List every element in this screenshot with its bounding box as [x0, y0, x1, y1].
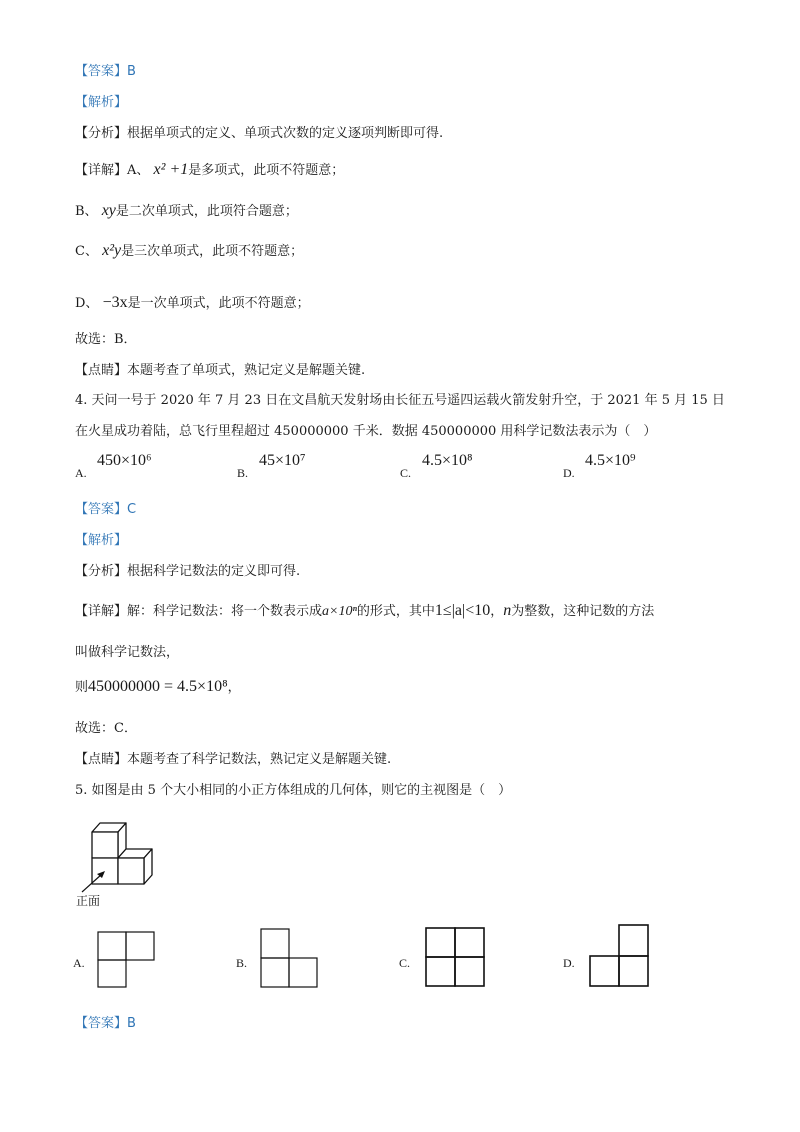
fenxi-tag: 【分析】 [75, 564, 128, 579]
q4-detail-line2 [75, 643, 179, 663]
detail-c-prefix: C、 [75, 244, 98, 259]
detail-c-math: x²y [102, 242, 122, 259]
detail-d-prefix: D、 [75, 296, 99, 311]
fenxi-tag: 【分析】 [75, 126, 128, 141]
q4-answer-line [75, 500, 136, 520]
detail-b-math: xy [101, 202, 116, 219]
detail-tag: 【详解】 [75, 163, 128, 178]
q4-fenxi-line [75, 562, 300, 582]
answer-value: C [127, 502, 137, 517]
analysis-tag: 【解析】 [75, 95, 128, 110]
q5-answer-line [75, 1014, 136, 1034]
front-label: 正面 [76, 894, 101, 908]
choose-text: 故选：B． [75, 332, 137, 347]
q4-option-c-label: C. [400, 466, 412, 480]
q5-option-d-label: D. [563, 956, 575, 970]
detail-text-4: 为整数，这种记数的方法 [511, 604, 655, 619]
detail-text-3: ， [490, 604, 504, 619]
detail-tag: 【详解】 [75, 604, 128, 619]
detail-math-1: a×10ⁿ [322, 604, 357, 619]
cube-solid-figure [76, 818, 166, 890]
detail-a-math: x² +1 [153, 161, 189, 178]
q5-option-c-figure [424, 926, 486, 988]
q4-option-d-label: D. [563, 466, 575, 480]
q4-then-line [75, 677, 241, 698]
q5-option-d-figure [588, 923, 650, 988]
q4-stem-2: 在火星成功着陆，总飞行里程超过 450000000 千米．数据 450000000 用科学记数法表示为（ ） [75, 424, 657, 439]
answer-tag: 【答案】 [75, 1016, 128, 1031]
q4-option-b-label: B. [237, 466, 249, 480]
q4-analysis-tag-line [75, 531, 127, 551]
q4-choose-line [75, 719, 137, 739]
q4-detail-line [75, 601, 654, 622]
detail-b-prefix: B、 [75, 204, 98, 219]
detail-d-math: −3x [102, 294, 128, 311]
fenxi-text: 根据单项式的定义、单项式次数的定义逐项判断即可得. [127, 126, 444, 141]
detail-line2: 叫做科学记数法， [75, 645, 180, 660]
q4-option-b-math: 45×10⁷ [259, 452, 306, 469]
detail-a-text: 是多项式，此项不符题意； [188, 163, 345, 178]
comment-tag: 【点睛】 [75, 752, 128, 767]
comment-text: 本题考查了单项式，熟记定义是解题关键. [127, 363, 366, 378]
cube-front-face [118, 858, 144, 884]
detail-a-prefix: A、 [127, 163, 150, 178]
q3-comment-line [75, 361, 365, 381]
q3-detail-c-line [75, 241, 303, 262]
q3-detail-d-line [75, 293, 310, 314]
q5-option-a-figure [96, 930, 156, 988]
then-math: 450000000 = 4.5×10⁸ [88, 678, 228, 695]
answer-value: B [127, 1016, 136, 1031]
q5-option-a-label: A. [73, 956, 85, 970]
detail-b-text: 是二次单项式，此项符合题意； [115, 204, 298, 219]
q4-option-a-math: 450×10⁶ [97, 452, 152, 469]
q3-choose-line [75, 330, 137, 350]
q4-comment-line [75, 750, 391, 770]
fenxi-text: 根据科学记数法的定义即可得. [127, 564, 301, 579]
q5-option-b-figure [259, 927, 319, 988]
comment-tag: 【点睛】 [75, 363, 128, 378]
choose-text: 故选：C． [75, 721, 137, 736]
q3-fenxi-line [75, 124, 443, 144]
then-suffix: ， [227, 680, 241, 695]
q5-option-c-label: C. [399, 956, 411, 970]
q4-option-a-label: A. [75, 466, 87, 480]
q5-stem: 5. 如图是由 5 个大小相同的小正方体组成的几何体，则它的主视图是（ ） [75, 783, 512, 798]
q3-answer-line [75, 62, 136, 82]
detail-math-2: 1≤|a|<10 [434, 602, 491, 619]
q4-option-d-math: 4.5×10⁹ [585, 452, 636, 469]
q3-detail-b-line [75, 201, 298, 222]
q5-stem-line [75, 781, 511, 801]
q5-option-b-label: B. [236, 956, 248, 970]
detail-text-1: 解：科学记数法：将一个数表示成 [127, 604, 323, 619]
detail-d-text: 是一次单项式，此项不符题意； [127, 296, 310, 311]
q4-stem-line1 [75, 391, 725, 411]
q3-analysis-tag-line [75, 93, 127, 113]
answer-tag: 【答案】 [75, 64, 128, 79]
then-prefix: 则 [75, 680, 89, 695]
detail-text-2: 的形式，其中 [356, 604, 435, 619]
q3-detail-a-line [75, 160, 344, 181]
detail-math-3: n [503, 602, 512, 619]
detail-c-text: 是三次单项式，此项不符题意； [121, 244, 304, 259]
comment-text: 本题考查了科学记数法，熟记定义是解题关键. [127, 752, 392, 767]
q4-stem-line2 [75, 422, 656, 442]
answer-tag: 【答案】 [75, 502, 128, 517]
q4-option-c-math: 4.5×10⁸ [422, 452, 473, 469]
cube-front-face [92, 832, 118, 858]
q4-stem-1: 4. 天问一号于 2020 年 7 月 23 日在文昌航天发射场由长征五号遥四运载火箭发射升空，于 2021 年 5 月 15 日 [75, 393, 725, 408]
answer-value: B [127, 64, 136, 79]
analysis-tag: 【解析】 [75, 533, 128, 548]
